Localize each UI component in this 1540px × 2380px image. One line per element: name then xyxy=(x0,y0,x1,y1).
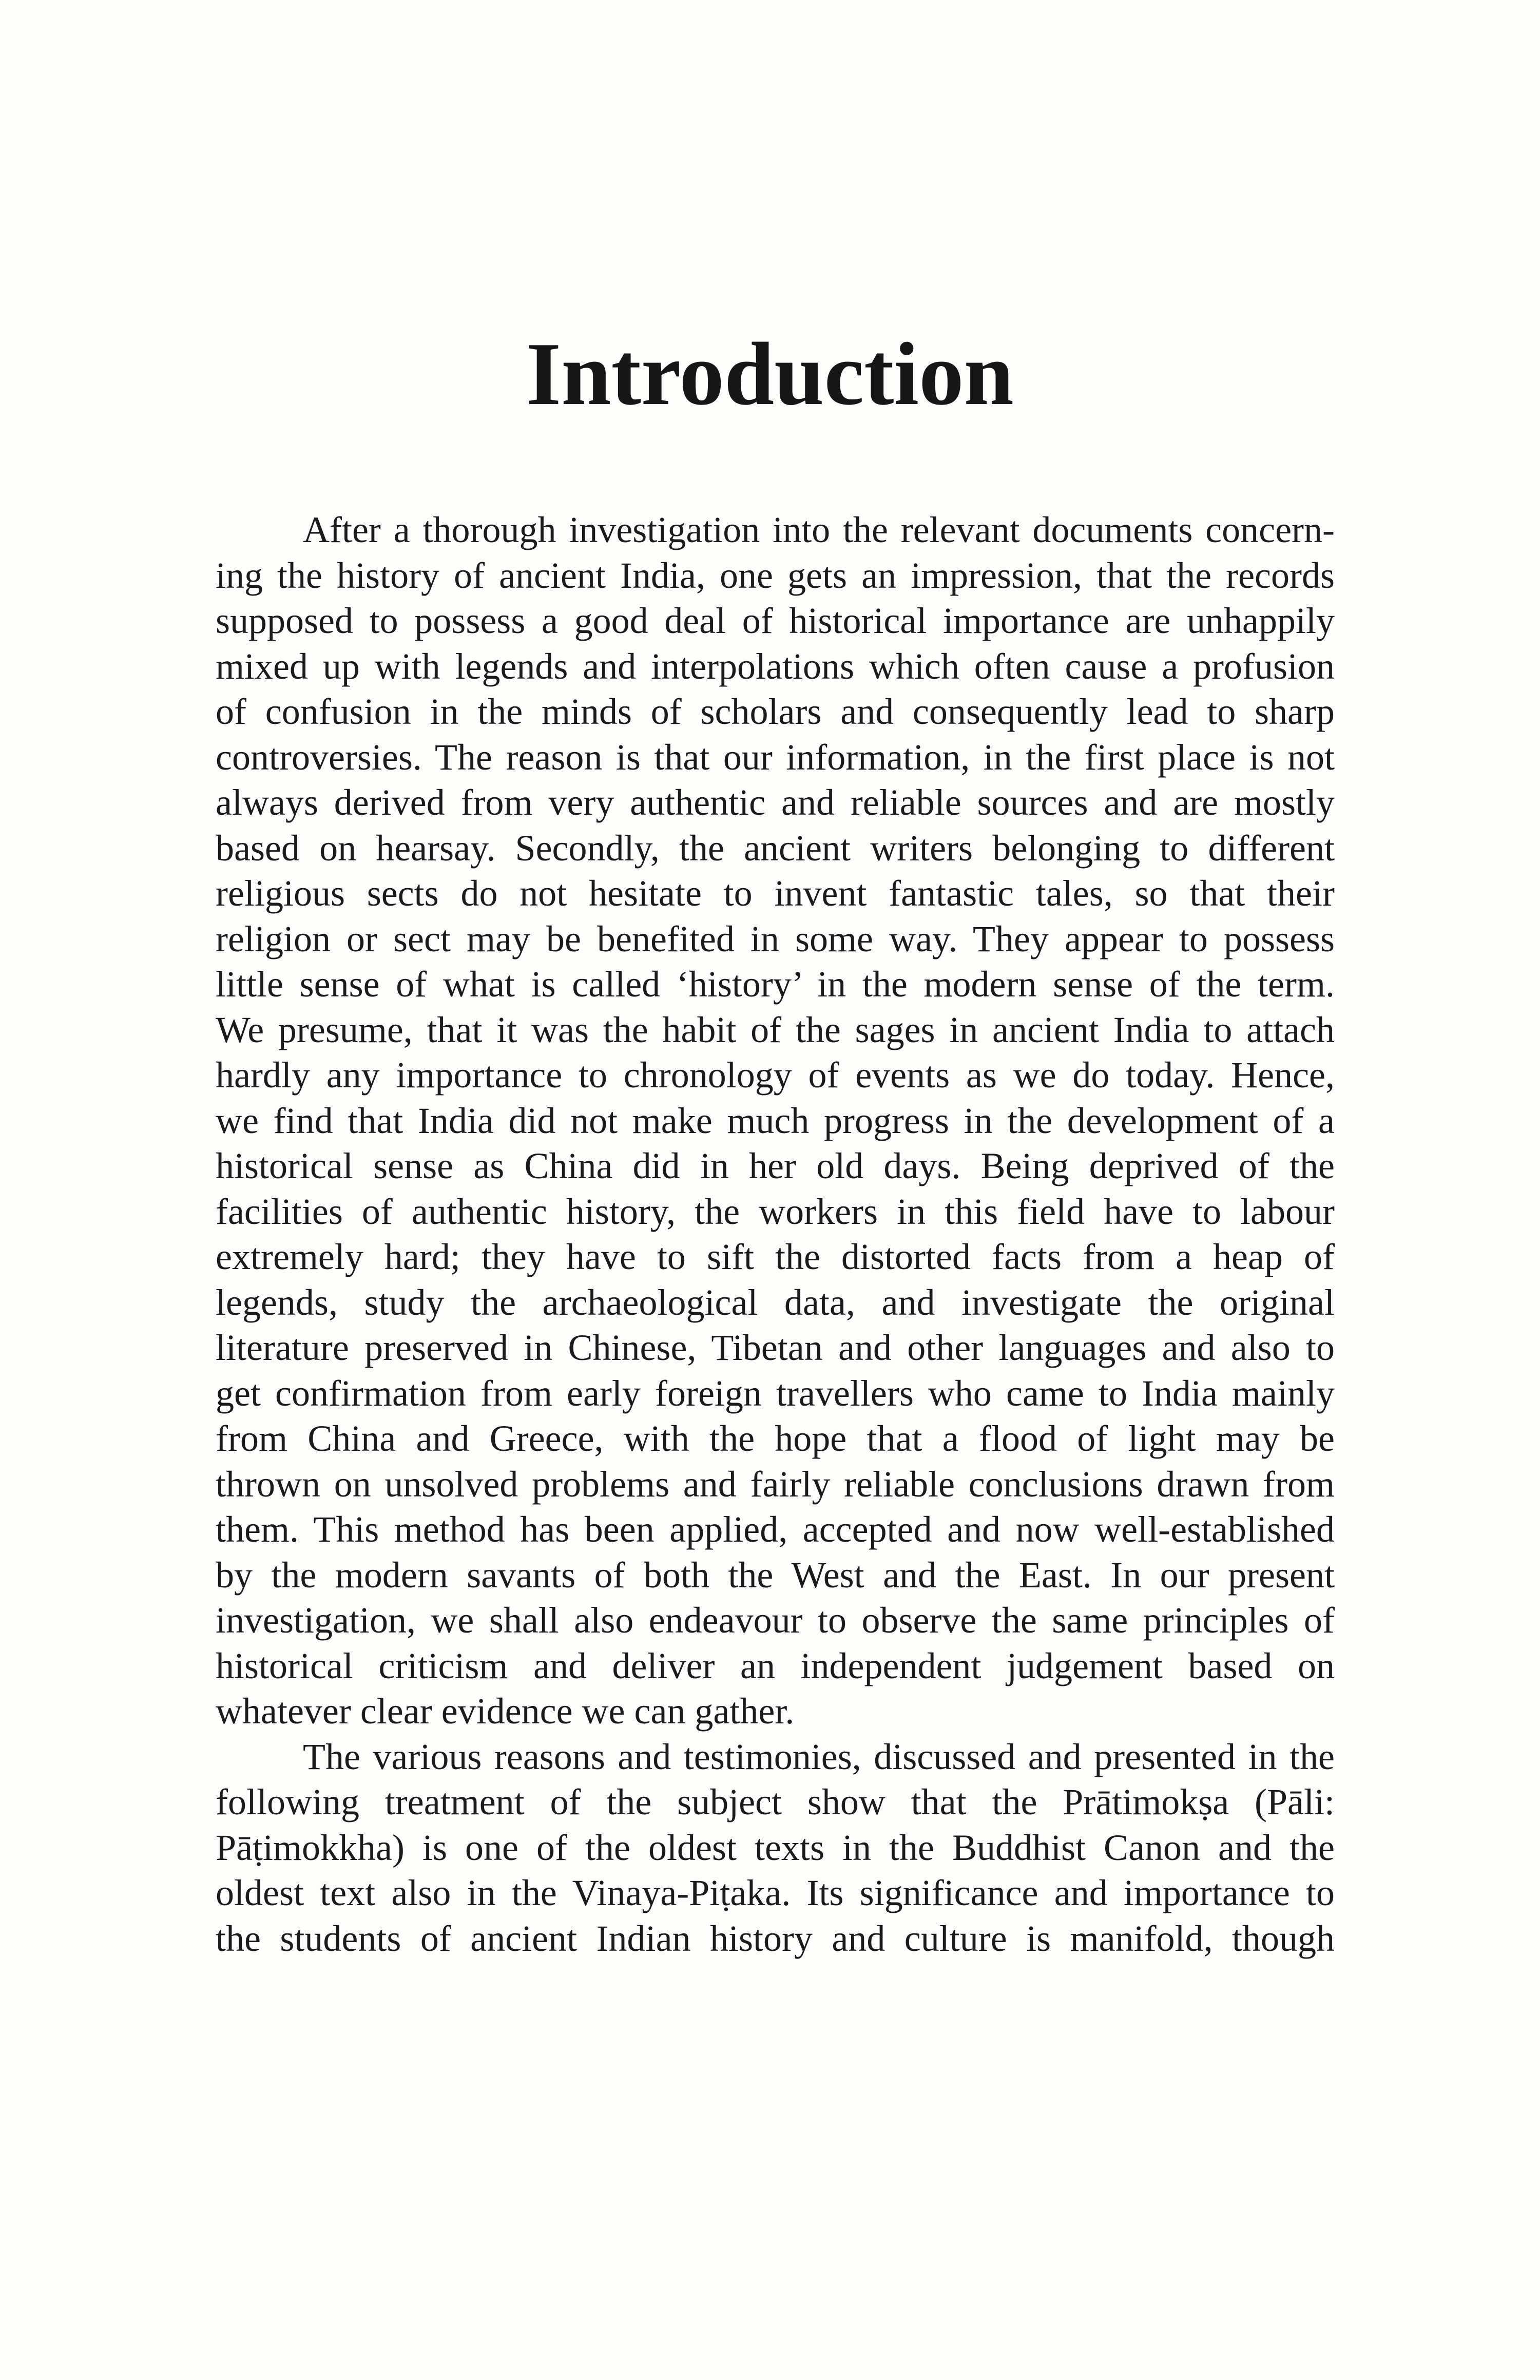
text-line: controversies. The reason is that our information, in the first place is not xyxy=(216,736,1335,778)
paragraph-1 xyxy=(216,507,1335,1734)
text-line: We presume, that it was the habit of the sages in ancient India to attach xyxy=(216,1009,1335,1050)
text-line: following treatment of the subject show that the Prātimokṣa (Pāli: xyxy=(216,1781,1335,1822)
text-line: always derived from very authentic and reliable sources and are mostly xyxy=(216,782,1335,823)
text-line: get confirmation from early foreign travellers who came to India mainly xyxy=(216,1372,1335,1414)
text-line: by the modern savants of both the West and the East. In our present xyxy=(216,1554,1335,1596)
text-line: extremely hard; they have to sift the distorted facts from a heap of xyxy=(216,1236,1335,1277)
text-line: After a thorough investigation into the relevant documents concern- xyxy=(303,509,1335,550)
text-line: thrown on unsolved problems and fairly reliable conclusions drawn from xyxy=(216,1463,1335,1505)
text-line: investigation, we shall also endeavour to observe the same principles of xyxy=(216,1600,1335,1641)
text-line: the students of ancient Indian history and culture is manifold, though xyxy=(216,1917,1335,1959)
text-line: we find that India did not make much progress in the development of a xyxy=(216,1100,1335,1141)
text-line: historical criticism and deliver an independent judgement based on xyxy=(216,1645,1335,1686)
paragraph-2 xyxy=(216,1734,1335,1962)
text-line: legends, study the archaeological data, and investigate the original xyxy=(216,1281,1335,1323)
text-line: whatever clear evidence we can gather. xyxy=(216,1691,795,1732)
text-line: ing the history of ancient India, one gets an impression, that the records xyxy=(216,554,1335,596)
text-line: supposed to possess a good deal of historical importance are unhappily xyxy=(216,600,1335,641)
text-line: from China and Greece, with the hope that a flood of light may be xyxy=(216,1418,1335,1459)
body-text xyxy=(216,507,1335,1961)
text-line: little sense of what is called ‘history’ in the modern sense of the term. xyxy=(216,964,1335,1005)
text-line: mixed up with legends and interpolations which often cause a profusion xyxy=(216,645,1335,687)
text-line: literature preserved in Chinese, Tibetan and other languages and also to xyxy=(216,1327,1335,1368)
text-line: facilities of authentic history, the workers in this field have to labour xyxy=(216,1191,1335,1232)
text-line: Pāṭimokkha) is one of the oldest texts in the Buddhist Canon and the xyxy=(216,1827,1335,1868)
text-line: of confusion in the minds of scholars and consequently lead to sharp xyxy=(216,691,1335,732)
text-line: based on hearsay. Secondly, the ancient writers belonging to different xyxy=(216,827,1335,869)
text-line: religion or sect may be benefited in some way. They appear to possess xyxy=(216,918,1335,959)
text-line: oldest text also in the Vinaya-Piṭaka. Its significance and importance to xyxy=(216,1872,1335,1913)
chapter-title: Introduction xyxy=(526,324,1014,424)
text-line: religious sects do not hesitate to invent fantastic tales, so that their xyxy=(216,873,1335,914)
text-line: historical sense as China did in her old days. Being deprived of the xyxy=(216,1145,1335,1186)
text-line: them. This method has been applied, accepted and now well-established xyxy=(216,1509,1335,1550)
text-line: hardly any importance to chronology of events as we do today. Hence, xyxy=(216,1054,1335,1096)
text-line: The various reasons and testimonies, discussed and presented in the xyxy=(303,1736,1335,1777)
